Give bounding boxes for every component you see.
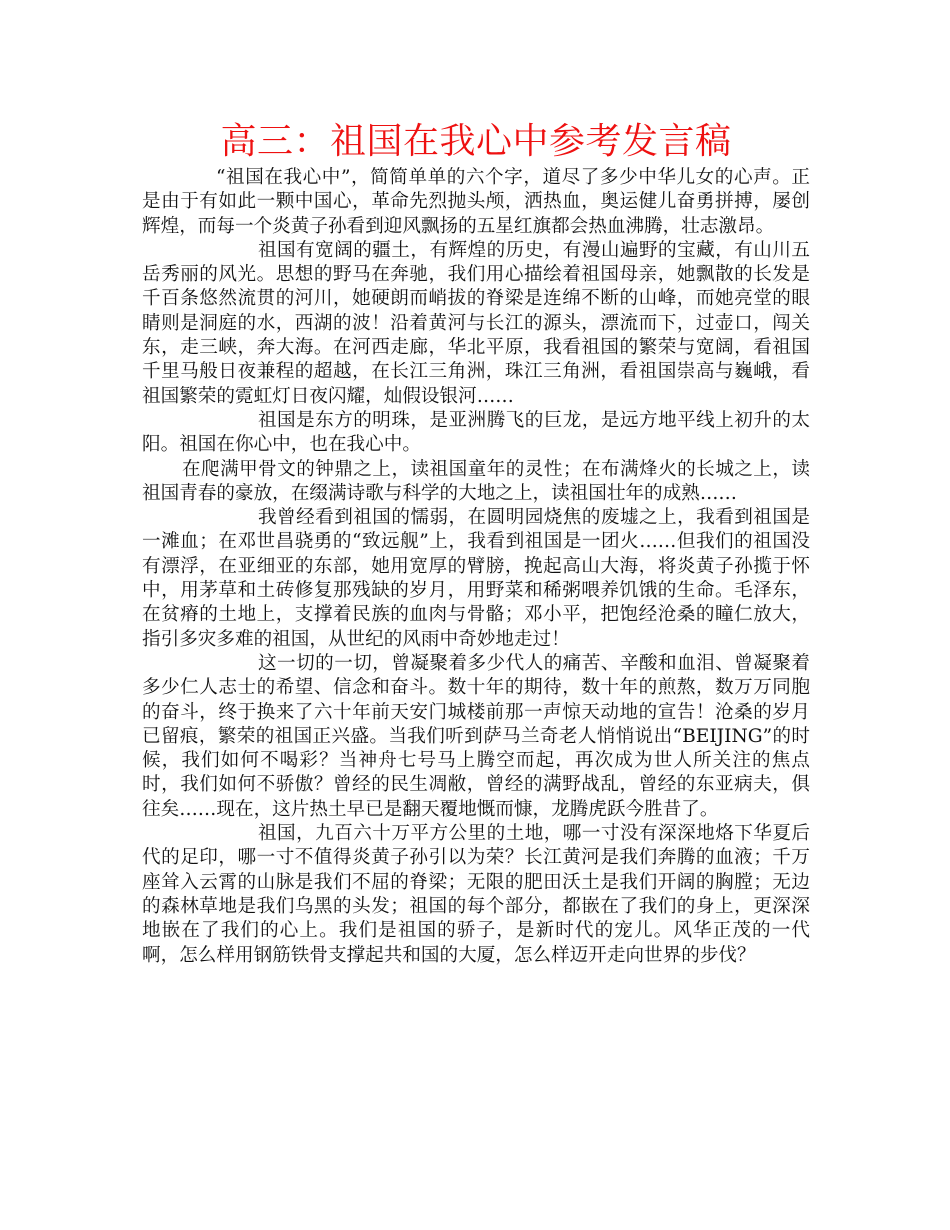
document-page	[142, 118, 810, 968]
paragraph-6: 这一切的一切，曾凝聚着多少代人的痛苦、辛酸和血泪、曾凝聚着多少仁人志士的希望、信念和奋斗。数十年的期待，数十年的煎熬，数万万同胞的奋斗，终于换来了六十年前天安门城楼前那一声惊天动地的宣告！沧桑的岁月已留痕，繁荣的祖国正兴盛。当我们听到萨马兰奇老人悄悄说出“BEIJING”的时候，我们如何不喝彩？当神舟七号马上腾空而起，再次成为世人所关注的焦点时，我们如何不骄傲？曾经的民生凋敝，曾经的满野战乱，曾经的东亚病夫，俱往矣……现在，这片热土早已是翻天覆地慨而慷，龙腾虎跃今胜昔了。	[142, 652, 810, 820]
paragraph-7: 祖国，九百六十万平方公里的土地，哪一寸没有深深地烙下华夏后代的足印，哪一寸不值得炎黄子孙引以为荣？长江黄河是我们奔腾的血液；千万座耸入云霄的山脉是我们不屈的脊梁；无限的肥田沃土是我们开阔的胸膛；无边的森林草地是我们乌黑的头发；祖国的每个部分，都嵌在了我们的身上，更深深地嵌在了我们的心上。我们是祖国的骄子，是新时代的宠儿。风华正茂的一代啊，怎么样用钢筋铁骨支撑起共和国的大厦，怎么样迈开走向世界的步伐？	[142, 823, 810, 966]
document-title: 高三：祖国在我心中参考发言稿	[220, 121, 732, 162]
paragraph-3: 祖国是东方的明珠，是亚洲腾飞的巨龙，是远方地平线上初升的太阳。祖国在你心中，也在我心中。	[142, 409, 810, 456]
paragraph-2: 祖国有宽阔的疆土，有辉煌的历史，有漫山遍野的宝藏，有山川五岳秀丽的风光。思想的野马在奔驰，我们用心描绘着祖国母亲，她飘散的长发是千百条悠然流贯的河川，她硬朗而峭拔的脊梁是连绵不断的山峰，而她亮堂的眼睛则是洞庭的水，西湖的波！沿着黄河与长江的源头，漂流而下，过壶口，闯关东，走三峡，奔大海。在河西走廊，华北平原，我看祖国的繁荣与宽阔，看祖国千里马般日夜兼程的超越，在长江三角洲，珠江三角洲，看祖国崇高与巍峨，看祖国繁荣的霓虹灯日夜闪耀，灿假设银河……	[142, 239, 810, 407]
paragraph-1: “祖国在我心中”，简简单单的六个字，道尽了多少中华儿女的心声。正是由于有如此一颗中国心，革命先烈抛头颅，洒热血，奥运健儿奋勇拼搏，屡创辉煌，而每一个炎黄子孙看到迎风飘扬的五星红旗都会热血沸腾，壮志激昂。	[142, 167, 810, 237]
paragraph-4: 在爬满甲骨文的钟鼎之上，读祖国童年的灵性；在布满烽火的长城之上，读祖国青春的豪放，在缀满诗歌与科学的大地之上，读祖国壮年的成熟……	[142, 458, 810, 504]
paragraph-5: 我曾经看到祖国的懦弱，在圆明园烧焦的废墟之上，我看到祖国是一滩血；在邓世昌骁勇的“致远舰”上，我看到祖国是一团火……但我们的祖国没有漂浮，在亚细亚的东部，她用宽厚的臂膀，挽起高山大海，将炎黄子孙揽于怀中，用茅草和土砖修复那残缺的岁月，用野菜和稀粥喂养饥饿的生命。毛泽东，在贫瘠的土地上，支撑着民族的血肉与骨骼；邓小平，把饱经沧桑的瞳仁放大，指引多灾多难的祖国，从世纪的风雨中奇妙地走过！	[142, 507, 810, 650]
